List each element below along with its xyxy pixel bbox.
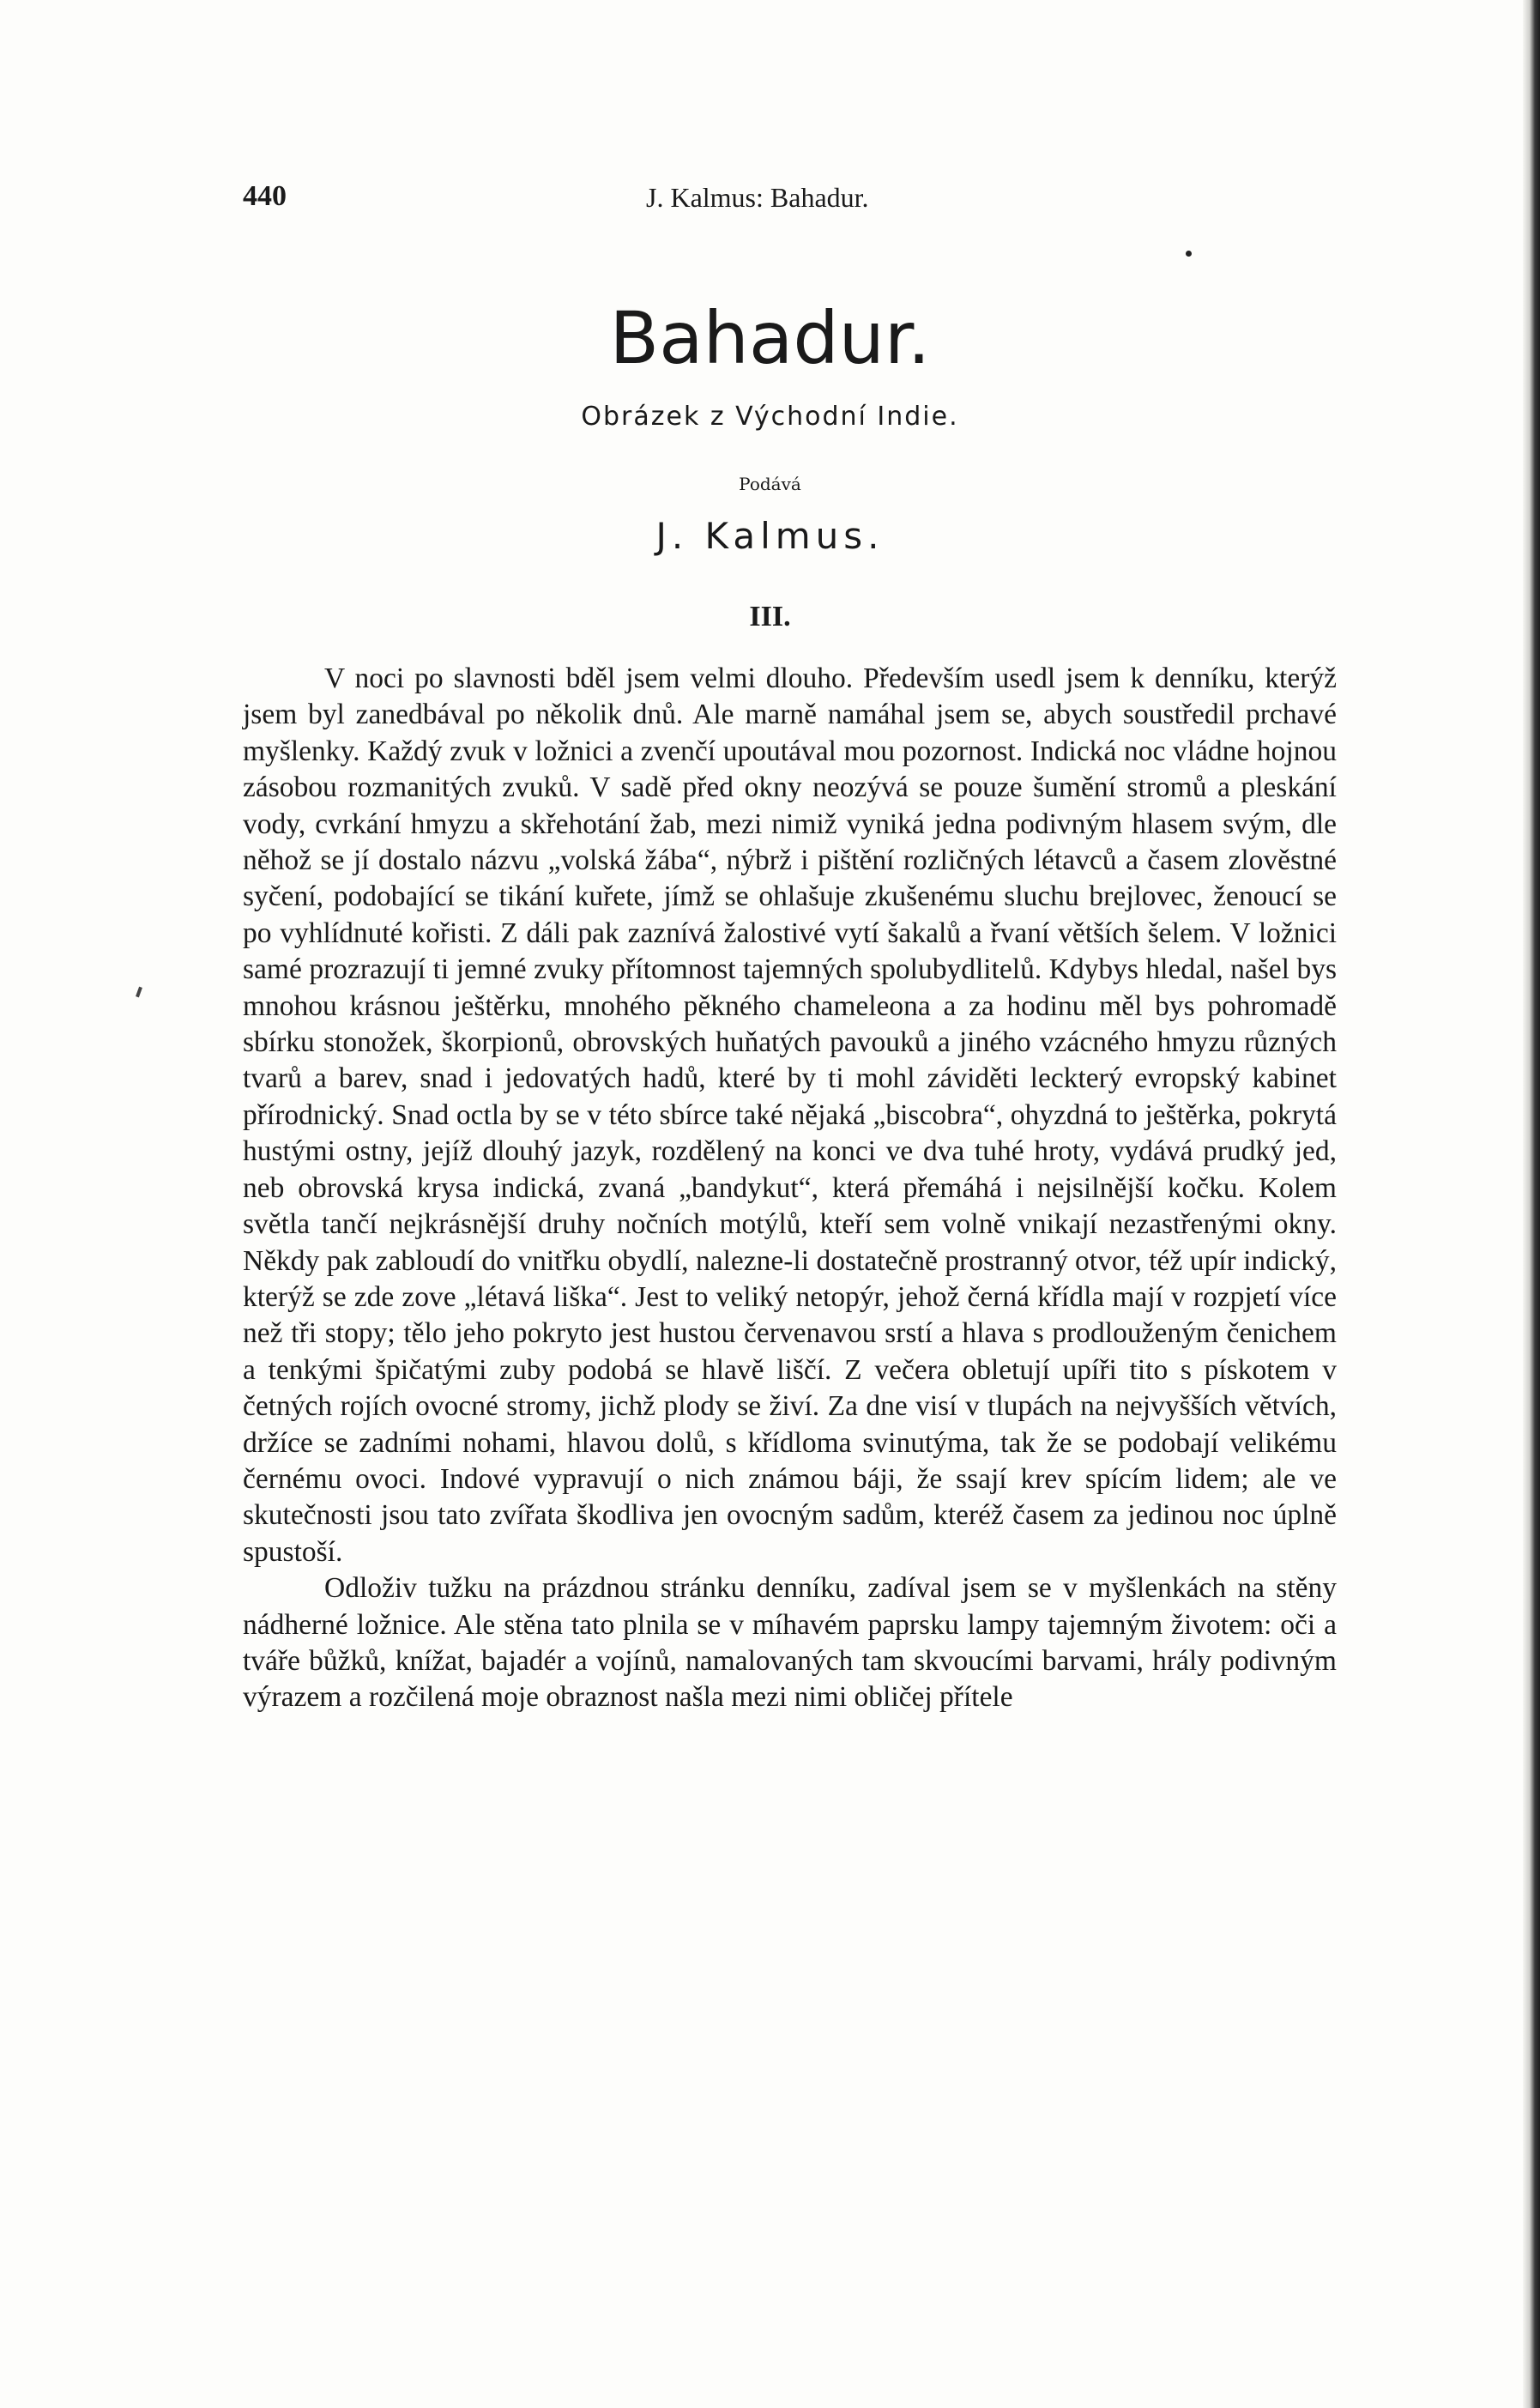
paragraph-1: V noci po slavnosti bděl jsem velmi dlouho. Především usedl jsem k denníku, kterýž jsem byl zanedbával po několik dnů. Ale marně namáhal jsem se, abych soustředil prchavé myšlenky. Každý zvuk v ložnici a zvenčí upoutával mou pozornost. Indická noc vládne hojnou zásobou rozmanitých zvuků. V sadě před okny neozývá se pouze šumění stromů a pleskání vody, cvrkání hmyzu a skřehotání žab, mezi nimiž vyniká jedna podivným hlasem svým, dle něhož se jí dostalo názvu „volská žába“, nýbrž i pištění rozličných létavců a časem zlověstné syčení, podobající se tikání kuřete, jímž se ohlašuje zkušenému sluchu brejlovec, ženoucí se po vyhlídnuté kořisti. Z dáli pak zaznívá žalostivé vytí šakalů a řvaní větších šelem. V ložnici samé prozrazují ti jemné zvuky přítomnost tajemných spolubydlitelů. Kdybys hledal, našel bys mnohou krásnou ještěrku, mnohého pěkného chameleona a za hodinu měl bys pohromadě sbírku stonožek, škorpionů, obrovských huňatých pavouků a jiného vzácného hmyzu různých tvarů a barev, snad i jedovatých hadů, které by ti mohl záviděti leckterý evropský kabinet přírodnický. Snad octla by se v této sbírce také nějaká „biscobra“, ohyzdná to ještěrka, pokrytá hustými ostny, jejíž dlouhý jazyk, rozdělený na konci ve dva tuhé hroty, vydává prudký jed, neb obrovská krysa indická, zvaná „bandykut“, která přemáhá i nejsilnější kočku. Kolem světla tančí nejkrásnější druhy nočních motýlů, kteří sem volně vnikají nezastřenými okny. Někdy pak zabloudí do vnitřku obydlí, nalezne-li dostatečně prostranný otvor, též upír indický, kterýž se zde zove „létavá liška“. Jest to veliký netopýr, jehož černá křídla mají v rozpjetí více než tři stopy; tělo jeho pokryto jest hustou červenavou srstí a hlava s prodlouženým čenichem a tenkými špičatými zuby podobá se hlavě liščí. Z večera obletují upíři tito s pískotem v četných rojích ovocné stromy, jichž plody se živí. Za dne visí v tlupách na nejvyšších větvích, držíce se zadními nohami, hlavou dolů, s křídloma svinutýma, tak že se podobají velikému černému ovoci. Indové vypravují o nich známou báji, že ssají krev spícím lidem; ale ve skutečnosti jsou tato zvířata škodliva jen ovocným sadům, kteréž časem za jedinou noc úplně spustoší. [243,663,1337,1568]
page-number: 440 [243,180,287,212]
byline-label: Podává [739,474,801,494]
article-subtitle: Obrázek z Východní Indie. [581,402,959,432]
article-title: Bahadur. [609,296,931,380]
article-body [243,661,1337,1716]
section-number: III. [749,601,791,632]
margin-mark [136,987,142,998]
running-title: J. Kalmus: Bahadur. [646,182,869,213]
page-header [243,180,1337,223]
author-name: J. Kalmus. [655,515,885,557]
paragraph-2: Odloživ tužku na prázdnou stránku denníku, zadíval jsem se v myšlenkách na stěny nádherné ložnice. Ale stěna tato plnila se v míhavém paprsku lampy tajemným životem: oči a tváře bůžků, knížat, bajadér a vojínů, namalovaných tam skvoucími barvami, hrály podivným výrazem a rozčilená moje obraznost našla mezi nimi obličej přítele [243,1572,1337,1714]
page-binding-edge [1523,0,1540,2408]
ink-dot [1186,251,1192,257]
